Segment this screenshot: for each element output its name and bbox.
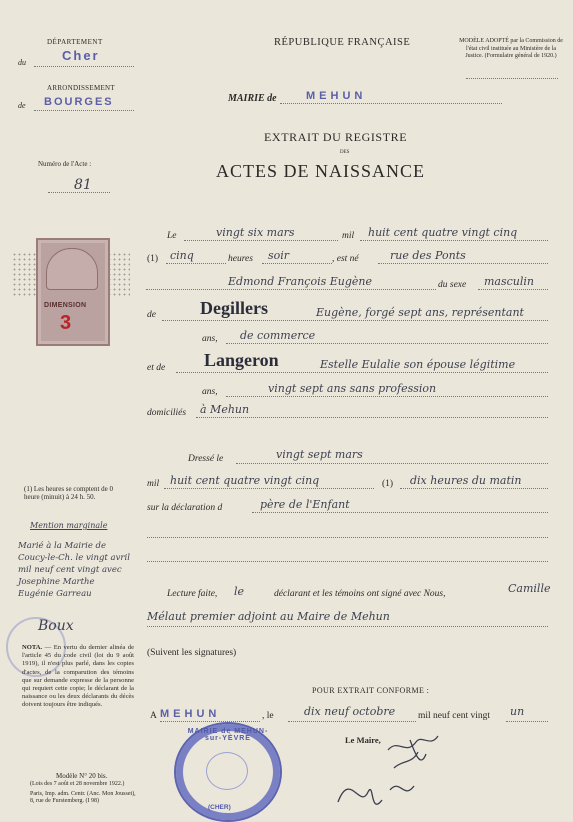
nota-text: — En vertu du dernier alinéa de l'article 45 du code civil (loi du 9 août 1919), il n'est plus parlé, dans les copies d'actes, de la comparution des témoins que sur demande expresse de la personne qui requiert cette copie; le déclarant de la naissance ou les deux déclarants du décès doivent toujours être indiqués. <box>22 644 134 709</box>
line-blank-2 <box>147 561 548 562</box>
model-reference-2: (Lois des 7 août et 28 novembre 1922.) <box>30 781 125 787</box>
birth-period: soir <box>268 249 290 262</box>
line-date <box>288 721 416 722</box>
sexe-label: du sexe <box>438 280 467 290</box>
line-place <box>160 721 260 722</box>
stamp-dimension-text: DIMENSION <box>44 302 87 309</box>
mairie-line <box>280 103 502 104</box>
line-lecture <box>147 626 548 627</box>
birth-place: rue des Ponts <box>390 249 466 262</box>
domicile-value: à Mehun <box>200 403 250 416</box>
line-blank-1 <box>147 537 548 538</box>
line-8 <box>196 417 548 418</box>
domicile-label: domiciliés <box>147 408 187 418</box>
lecture-label: Lecture faite, <box>167 589 218 599</box>
lecture-name: Camille <box>508 582 551 595</box>
extract-date: dix neuf octobre <box>304 705 396 718</box>
des-label: DES <box>340 150 350 155</box>
stamp-value: 3 <box>60 312 72 334</box>
father-ans-label: ans, <box>202 334 218 344</box>
mother-surname: Langeron <box>204 350 279 370</box>
department-label: DÉPARTEMENT <box>47 38 103 46</box>
seal-emblem <box>206 752 248 790</box>
document-title: ACTES DE NAISSANCE <box>216 161 426 181</box>
mairie-seal <box>174 722 282 822</box>
line-5 <box>226 343 548 344</box>
line-d3 <box>252 512 548 513</box>
model-note: MODÈLE ADOPTÉ par la Commission de l'état civil instituée au Ministère de la Justice. (Formulaire général de 1920.) <box>459 38 563 59</box>
line-4 <box>162 320 548 321</box>
body-mil-label: mil <box>342 231 355 241</box>
declaration-label: sur la déclaration d <box>147 503 223 513</box>
mayor-flourish <box>386 730 446 760</box>
maire-label: Le Maire, <box>345 735 381 745</box>
date-le-label: , le <box>262 711 274 721</box>
model-note-line <box>466 78 558 79</box>
line-d2a <box>164 488 374 489</box>
mention-title: Mention marginale <box>30 521 108 530</box>
arrondissement-value: BOURGES <box>44 96 114 108</box>
body-le-label: Le <box>167 231 177 241</box>
extract-mil-label: mil neuf cent vingt <box>418 711 491 721</box>
signatures-note: (Suivent les signatures) <box>147 648 237 658</box>
line2-prefix: (1) <box>147 254 159 264</box>
father-surname: Degillers <box>200 298 268 318</box>
place-a-label: A <box>150 711 157 721</box>
lecture-text: déclarant et les témoins ont signé avec Nous, <box>274 589 446 599</box>
line-3b <box>478 289 548 290</box>
lecture-fill: le <box>234 585 245 598</box>
dresse-hour: dix heures du matin <box>410 474 522 487</box>
mairie-label: MAIRIE de <box>228 93 277 104</box>
arrondissement-label: ARRONDISSEMENT <box>47 84 115 92</box>
child-sex: masculin <box>484 275 534 288</box>
mother-details: Estelle Eulalie son épouse légitime <box>320 358 516 371</box>
printer-info: Paris, Imp. adm. Centr. (Anc. Mon Jousset), 8, rue de Furstemberg. (I 98) <box>30 791 136 804</box>
arrondissement-prefix: de <box>18 101 26 110</box>
mention-text: Marié à la Mairie de Coucy-le-Ch. le vingt avril mil neuf cent vingt avec Josephine Marthe Eugénie Garreau <box>18 541 130 599</box>
dresse-prefix: (1) <box>382 479 394 489</box>
arrondissement-line <box>34 110 134 111</box>
birth-year: huit cent quatre vingt cinq <box>368 226 518 239</box>
dresse-mil-label: mil <box>147 479 160 489</box>
department-value: Cher <box>62 48 100 63</box>
acte-number-label: Numéro de l'Acte : <box>38 160 92 168</box>
line-2b <box>262 263 332 264</box>
declaration-value: père de l'Enfant <box>260 498 350 511</box>
pour-extrait: POUR EXTRAIT CONFORME : <box>312 686 430 695</box>
margin-initials: Boux <box>38 618 74 634</box>
line-year <box>506 721 548 722</box>
lecture-officer: Mélaut premier adjoint au Maire de Mehun <box>147 610 390 623</box>
line-2c <box>378 263 548 264</box>
mairie-value: MEHUN <box>306 90 367 102</box>
heures-label: heures <box>228 254 253 264</box>
line-d2b <box>400 488 548 489</box>
mother-et-de-label: et de <box>147 363 166 373</box>
child-given-names: Edmond François Eugène <box>228 275 372 288</box>
est-ne-label: , est né <box>332 254 359 264</box>
seal-text: MAIRIE de MEHUN-sur-YÈVRE <box>187 728 269 742</box>
mother-profession: vingt sept ans sans profession <box>268 382 437 395</box>
father-details: Eugène, forgé sept ans, représentant <box>316 306 524 319</box>
extrait-title: EXTRAIT DU REGISTRE <box>264 130 408 144</box>
dresse-date: vingt sept mars <box>276 448 363 461</box>
model-reference: Modèle N° 20 bis. <box>56 772 108 780</box>
line-3a <box>146 289 436 290</box>
line-6 <box>176 372 548 373</box>
mother-ans-label: ans, <box>202 387 218 397</box>
stamp-medallion <box>46 248 98 290</box>
line-d1 <box>236 463 548 464</box>
dresse-year: huit cent quatre vingt cinq <box>170 474 320 487</box>
extract-year: un <box>510 705 525 718</box>
dresse-label: Dressé le <box>188 454 224 464</box>
seal-bottom-text: (CHER) <box>208 804 231 811</box>
line-7 <box>226 396 548 397</box>
birth-date: vingt six mars <box>216 226 295 239</box>
father-de-label: de <box>147 310 156 320</box>
hours-note: (1) Les heures se comptent de 0 heure (minuit) à 24 h. 50. <box>24 485 114 501</box>
fiscal-stamp <box>36 238 110 346</box>
department-prefix: du <box>18 58 26 67</box>
father-profession: de commerce <box>240 329 316 342</box>
acte-number-value: 81 <box>74 177 92 193</box>
place-value: MEHUN <box>160 708 221 720</box>
line-1a <box>184 240 338 241</box>
line-1b <box>360 240 548 241</box>
birth-hour: cinq <box>170 249 194 262</box>
nota-label: NOTA. <box>22 644 43 651</box>
department-line <box>34 66 134 67</box>
nota-block <box>22 644 134 710</box>
line-2a <box>166 263 226 264</box>
republic-title: RÉPUBLIQUE FRANÇAISE <box>274 37 411 48</box>
